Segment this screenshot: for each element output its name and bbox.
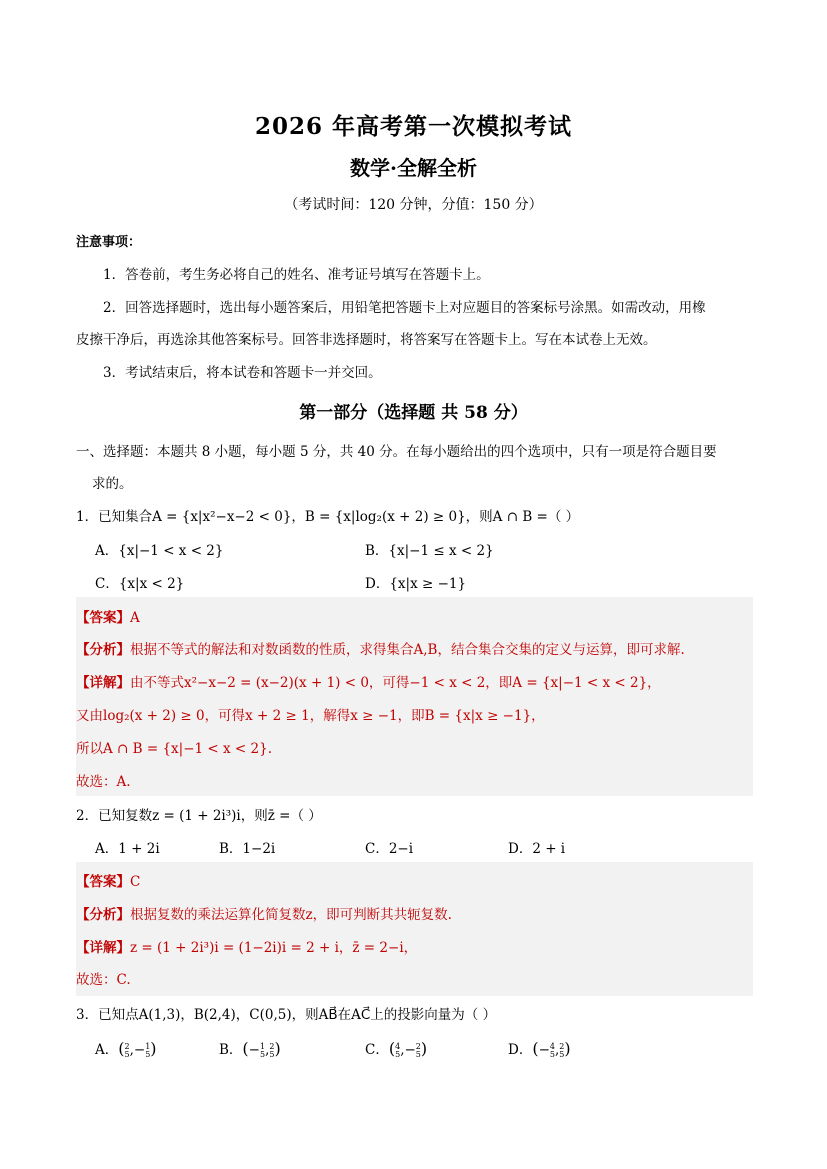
question-1-option-d: D．{x|x ≥ −1}	[365, 576, 467, 592]
notice-item-3: 3．考试结束后，将本试卷和答题卡一并交回。	[103, 365, 382, 381]
denominator: 5	[269, 1049, 275, 1059]
question-2-option-a: A．1 + 2i	[95, 841, 160, 857]
question-2-stem: 2．已知复数z = (1 + 2i³)i，则z̄ =（ ）	[76, 808, 322, 824]
question-1-analysis	[76, 638, 685, 658]
question-2-option-b: B．1−2i	[219, 841, 276, 857]
fraction-a	[550, 1043, 555, 1059]
denominator: 5	[559, 1049, 565, 1059]
sign-a: −	[248, 1042, 260, 1058]
numerator: 1	[145, 1041, 151, 1051]
denominator: 5	[549, 1049, 555, 1059]
question-3-stem: 3．已知点A(1,3)，B(2,4)，C(0,5)，则AB⃗在AC⃗上的投影向量为（ ）	[76, 1007, 497, 1023]
question-3-option-d: D．(−4 5,2 5)	[508, 1039, 571, 1059]
analysis-tag: 【分析】	[76, 642, 130, 658]
question-3-option-b: B．(−1 5,2 5)	[219, 1039, 281, 1059]
option-label: D．	[508, 1042, 533, 1058]
question-1-option-a: A．{x|−1 < x < 2}	[95, 543, 224, 559]
numerator: 4	[395, 1041, 401, 1051]
question-1-stem: 1．已知集合A = {x|x²−x−2 < 0}，B = {x|log₂(x + 2) ≥ 0}，则A ∩ B =（ ）	[76, 509, 580, 525]
analysis-text: 根据不等式的解法和对数函数的性质，求得集合A,B，结合集合交集的定义与运算，即可求解.	[130, 642, 685, 658]
question-3-option-c: C．(4 5,−2 5)	[365, 1039, 428, 1059]
denominator: 5	[415, 1049, 421, 1059]
question-1-detail-1	[76, 671, 661, 691]
question-1-detail-2: 又由log₂(x + 2) ≥ 0，可得x + 2 ≥ 1，解得x ≥ −1，即B = {x|x ≥ −1}，	[76, 708, 545, 724]
question-1-option-b: B．{x|−1 ≤ x < 2}	[365, 543, 494, 559]
question-1-solution-box	[76, 597, 753, 796]
part-title: 第一部分（选择题 共 58 分）	[299, 403, 528, 423]
question-2-option-d: D．2 + i	[508, 841, 566, 857]
notice-item-2-line-1: 2．回答选择题时，选出每小题答案后，用铅笔把答题卡上对应题目的答案标号涂黑。如需改动，用橡	[103, 300, 706, 316]
answer-tag: 【答案】	[76, 874, 130, 890]
detail-tag: 【详解】	[76, 675, 130, 691]
answer-tag: 【答案】	[76, 610, 130, 626]
fraction-a	[260, 1043, 265, 1059]
question-2-choose: 故选：C.	[76, 972, 131, 988]
denominator: 5	[259, 1049, 266, 1059]
fraction-a	[395, 1043, 400, 1059]
denominator: 5	[124, 1049, 130, 1059]
answer-value: A	[130, 610, 140, 626]
analysis-tag: 【分析】	[76, 907, 130, 923]
answer-value: C	[130, 874, 141, 890]
question-3-option-a: A．(2 5,−1 5)	[95, 1039, 157, 1059]
notice-item-1: 1．答卷前，考生务必将自己的姓名、准考证号填写在答题卡上。	[103, 267, 490, 283]
question-2-solution-box	[76, 862, 753, 996]
question-1-detail-3: 所以A ∩ B = {x|−1 < x < 2}.	[76, 741, 272, 757]
document-title: 2026 年高考第一次模拟考试	[254, 113, 573, 140]
option-label: B．	[219, 1042, 243, 1058]
sign-b: −	[404, 1042, 416, 1058]
exam-info: （考试时间：120 分钟，分值：150 分）	[284, 197, 543, 213]
option-label: A．	[95, 1042, 119, 1058]
denominator: 5	[145, 1049, 151, 1059]
numerator: 1	[259, 1041, 266, 1051]
sign-a: −	[538, 1042, 550, 1058]
question-2-option-c: C．2−i	[365, 841, 414, 857]
detail-text: 由不等式x²−x−2 = (x−2)(x + 1) < 0，可得−1 < x < 2，即A = {x|−1 < x < 2}，	[130, 675, 661, 691]
detail-tag: 【详解】	[76, 940, 130, 956]
question-2-detail-1	[76, 936, 417, 956]
fraction-a	[125, 1043, 130, 1059]
numerator: 2	[269, 1041, 275, 1051]
question-1-answer	[76, 606, 140, 626]
notice-heading: 注意事项：	[76, 235, 142, 250]
sign-b: −	[133, 1042, 146, 1058]
option-label: C．	[365, 1042, 389, 1058]
question-2-analysis	[76, 903, 452, 923]
denominator: 5	[395, 1049, 401, 1059]
numerator: 4	[549, 1041, 555, 1051]
analysis-text: 根据复数的乘法运算化简复数z，即可判断其共轭复数.	[130, 907, 452, 923]
notice-item-2-line-2: 皮擦干净后，再选涂其他答案标号。回答非选择题时，将答案写在答题卡上。写在本试卷上无效。	[76, 332, 657, 348]
section-instructions-line-1: 一、选择题：本题共 8 小题，每小题 5 分，共 40 分。在每小题给出的四个选项中，只有一项是符合题目要	[76, 444, 717, 460]
question-1-choose: 故选：A.	[76, 774, 131, 790]
section-instructions-line-2: 求的。	[92, 476, 133, 492]
numerator: 2	[124, 1041, 130, 1051]
numerator: 2	[415, 1041, 421, 1051]
numerator: 2	[559, 1041, 565, 1051]
detail-text: z = (1 + 2i³)i = (1−2i)i = 2 + i，z̄ = 2−i，	[130, 940, 418, 956]
document-subtitle: 数学·全解全析	[350, 156, 477, 180]
question-2-answer	[76, 870, 140, 890]
question-1-option-c: C．{x|x < 2}	[95, 576, 185, 592]
